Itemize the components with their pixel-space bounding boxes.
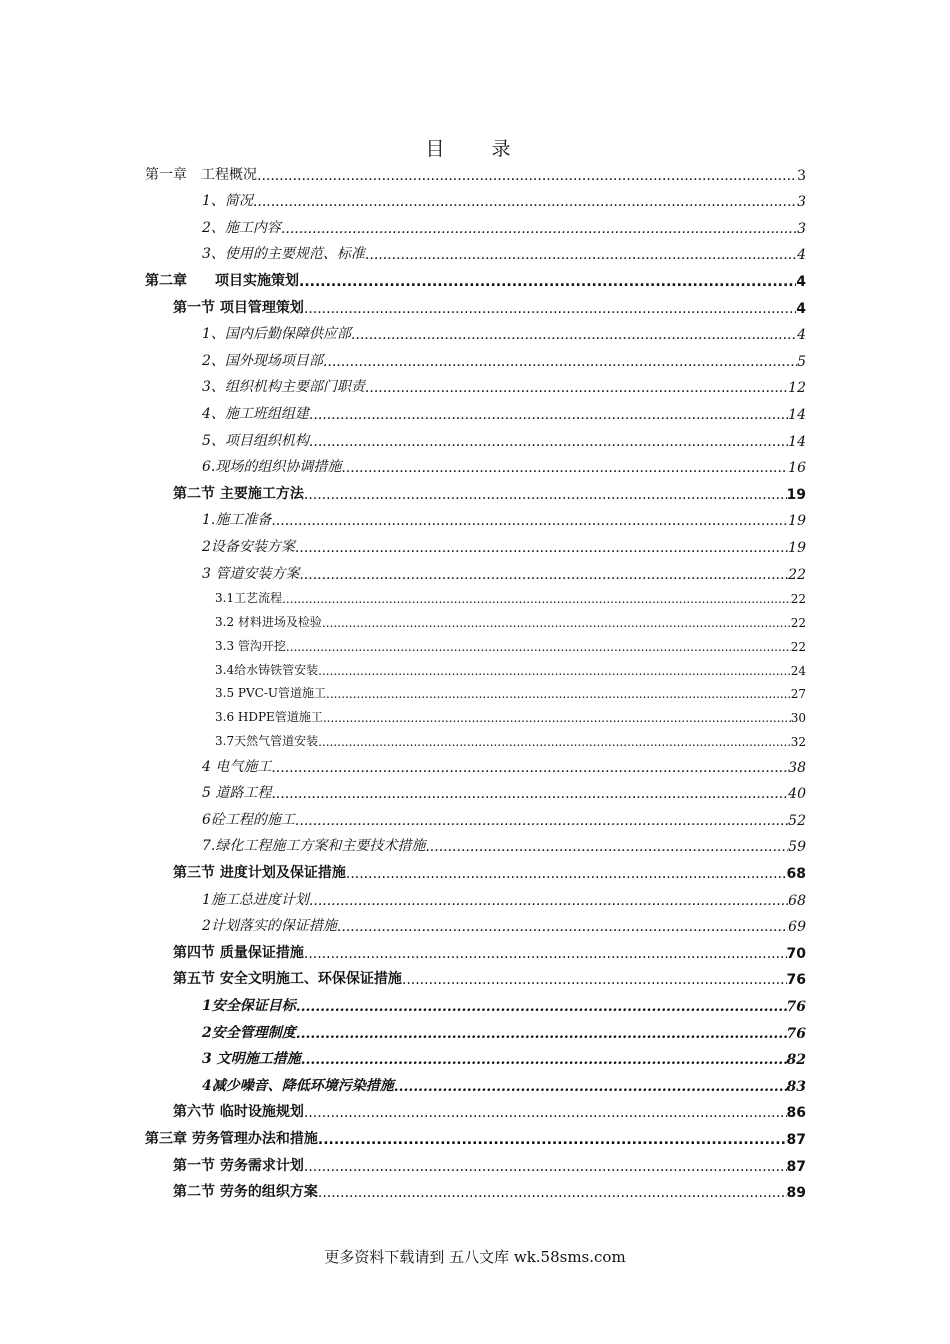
dot-leader xyxy=(351,327,797,343)
dot-leader xyxy=(304,946,787,962)
toc-entry[interactable] xyxy=(145,749,806,776)
dot-leader xyxy=(296,1026,787,1042)
toc-entry-label: 第五节 安全文明施工、环保保证措施 xyxy=(173,971,402,988)
toc-entry-page-number: 83 xyxy=(786,1078,806,1095)
toc-entry-page-number: 19 xyxy=(788,539,806,556)
dot-leader xyxy=(323,711,791,725)
toc-entry[interactable] xyxy=(145,776,806,803)
toc-entry-page-number: 40 xyxy=(788,786,806,803)
dot-leader xyxy=(271,760,788,776)
toc-entry-label: 3、使用的主要规范、标准 xyxy=(202,246,365,263)
toc-entry-page-number: 3 xyxy=(797,167,806,184)
dot-leader xyxy=(281,221,797,237)
dot-leader xyxy=(318,1185,787,1201)
dot-leader xyxy=(323,354,797,370)
toc-entry-page-number: 19 xyxy=(788,513,806,530)
toc-entry-page-number: 12 xyxy=(788,380,806,397)
toc-entry-label: 第二节 劳务的组织方案 xyxy=(173,1184,318,1201)
toc-entry[interactable] xyxy=(145,802,806,829)
toc-entry-label: 第四节 质量保证措施 xyxy=(173,944,304,961)
dot-leader xyxy=(304,487,787,503)
toc-entry-page-number: 22 xyxy=(790,639,806,654)
toc-entry-label: 5、项目组织机构 xyxy=(202,432,309,449)
toc-entry[interactable] xyxy=(145,317,806,344)
toc-entry-page-number: 16 xyxy=(788,460,806,477)
page-title: 目 录 xyxy=(425,138,525,160)
toc-entry-label: 3.2 材料进场及检验 xyxy=(215,615,322,630)
dot-leader xyxy=(253,194,797,210)
dot-leader xyxy=(295,813,788,829)
dot-leader xyxy=(318,664,791,678)
toc-entry-label: 第一节 项目管理策划 xyxy=(173,299,304,316)
toc-entry-label: 3、组织机构主要部门职责 xyxy=(202,379,365,396)
toc-entry-page-number: 22 xyxy=(790,592,806,607)
toc-entry[interactable] xyxy=(145,1121,806,1148)
toc-entry-page-number: 4 xyxy=(797,247,806,264)
toc-entry[interactable] xyxy=(145,630,806,654)
dot-leader xyxy=(304,1159,787,1175)
toc-entry-label: 第一章 工程概况 xyxy=(145,166,257,183)
toc-entry-label: 4、施工班组组建 xyxy=(202,405,309,422)
dot-leader xyxy=(309,434,788,450)
toc-entry-page-number: 3 xyxy=(797,194,806,211)
toc-entry-label: 3 管道安装方案 xyxy=(202,565,300,582)
dot-leader xyxy=(365,247,797,263)
toc-entry-page-number: 22 xyxy=(790,616,806,631)
dot-leader xyxy=(402,972,787,988)
toc-entry-label: 2、国外现场项目部 xyxy=(202,352,323,369)
toc-entry[interactable] xyxy=(145,184,806,211)
toc-entry-page-number: 4 xyxy=(796,300,806,317)
toc-entry-label: 4减少噪音、降低环境污染措施 xyxy=(202,1077,394,1094)
dot-leader xyxy=(346,866,787,882)
dot-leader xyxy=(271,786,788,802)
toc-entry[interactable] xyxy=(145,529,806,556)
toc-entry-page-number: 32 xyxy=(790,735,806,750)
toc-entry-page-number: 86 xyxy=(786,1105,806,1122)
toc-entry[interactable] xyxy=(145,1148,806,1175)
toc-entry-label: 2、施工内容 xyxy=(202,219,281,236)
toc-entry[interactable] xyxy=(145,290,806,317)
toc-entry-label: 第二章 项目实施策划 xyxy=(145,272,299,289)
toc-entry-label: 第三章 劳务管理办法和措施 xyxy=(145,1130,318,1147)
dot-leader xyxy=(299,567,788,583)
toc-entry-label: 1.施工准备 xyxy=(202,512,272,529)
toc-entry-label: 1、国内后勤保障供应部 xyxy=(202,326,351,343)
table-of-contents xyxy=(145,157,806,1201)
toc-entry[interactable] xyxy=(145,450,806,477)
toc-entry[interactable] xyxy=(145,210,806,237)
toc-entry[interactable] xyxy=(145,370,806,397)
toc-entry-page-number: 24 xyxy=(790,663,806,678)
toc-entry-label: 4 电气施工 xyxy=(202,758,272,775)
dot-leader xyxy=(301,1052,787,1068)
toc-entry-page-number: 4 xyxy=(797,327,806,344)
toc-entry-page-number: 68 xyxy=(786,866,806,883)
toc-entry-page-number: 4 xyxy=(796,273,806,290)
toc-entry-label: 2计划落实的保证措施 xyxy=(202,918,337,935)
toc-entry-label: 第二节 主要施工方法 xyxy=(173,485,304,502)
toc-entry-page-number: 52 xyxy=(788,812,806,829)
toc-entry-page-number: 69 xyxy=(788,919,806,936)
dot-leader xyxy=(394,1079,787,1095)
toc-entry[interactable] xyxy=(145,1042,806,1069)
toc-entry[interactable] xyxy=(145,237,806,264)
dot-leader xyxy=(318,1132,787,1148)
toc-entry-label: 2设备安装方案 xyxy=(202,538,295,555)
toc-entry[interactable] xyxy=(145,988,806,1015)
toc-entry[interactable] xyxy=(145,423,806,450)
toc-entry[interactable] xyxy=(145,157,806,184)
dot-leader xyxy=(365,380,788,396)
dot-leader xyxy=(299,274,796,290)
toc-entry[interactable] xyxy=(145,1015,806,1042)
toc-entry-page-number: 22 xyxy=(788,566,806,583)
toc-entry[interactable] xyxy=(145,556,806,583)
dot-leader xyxy=(271,513,788,529)
toc-entry-page-number: 82 xyxy=(786,1052,806,1069)
toc-entry-label: 3 文明施工措施 xyxy=(202,1051,301,1068)
toc-entry[interactable] xyxy=(145,935,806,962)
toc-entry-page-number: 14 xyxy=(788,433,806,450)
dot-leader xyxy=(304,1105,787,1121)
footer-text: 更多资料下载请到 五八文库 wk.58sms.com xyxy=(324,1248,626,1266)
toc-entry-page-number: 3 xyxy=(797,220,806,237)
toc-entry-page-number: 27 xyxy=(790,687,806,702)
toc-entry-label: 5 道路工程 xyxy=(202,785,272,802)
toc-entry-page-number: 76 xyxy=(786,972,806,989)
toc-entry-label: 3.6 HDPE管道施工 xyxy=(215,710,323,725)
toc-entry-page-number: 59 xyxy=(788,839,806,856)
toc-entry[interactable] xyxy=(145,1095,806,1122)
dot-leader xyxy=(318,735,791,749)
toc-entry-page-number: 68 xyxy=(788,892,806,909)
toc-entry-label: 1安全保证目标 xyxy=(202,998,296,1015)
toc-entry[interactable] xyxy=(145,583,806,607)
toc-entry-label: 3.4给水铸铁管安装 xyxy=(215,662,319,677)
toc-entry-page-number: 30 xyxy=(790,711,806,726)
dot-leader xyxy=(322,616,791,630)
toc-entry[interactable] xyxy=(145,882,806,909)
toc-entry[interactable] xyxy=(145,678,806,702)
toc-entry-label: 第一节 劳务需求计划 xyxy=(173,1157,304,1174)
toc-entry-page-number: 89 xyxy=(786,1185,806,1202)
toc-entry-page-number: 76 xyxy=(786,999,806,1016)
toc-entry[interactable] xyxy=(145,606,806,630)
toc-entry[interactable] xyxy=(145,962,806,989)
toc-entry[interactable] xyxy=(145,701,806,725)
toc-entry-label: 第三节 进度计划及保证措施 xyxy=(173,865,346,882)
toc-entry-page-number: 5 xyxy=(797,353,806,370)
toc-entry-label: 6砼工程的施工 xyxy=(202,811,295,828)
toc-entry-page-number: 14 xyxy=(788,406,806,423)
toc-entry[interactable] xyxy=(145,503,806,530)
toc-entry-label: 3.7天然气管道安装 xyxy=(215,734,319,749)
toc-entry[interactable] xyxy=(145,263,806,290)
toc-entry-label: 第六节 临时设施规划 xyxy=(173,1104,304,1121)
dot-leader xyxy=(309,893,788,909)
toc-entry-page-number: 87 xyxy=(786,1158,806,1175)
toc-entry-label: 2安全管理制度 xyxy=(202,1024,296,1041)
toc-entry[interactable] xyxy=(145,654,806,678)
toc-entry[interactable] xyxy=(145,343,806,370)
toc-entry-page-number: 76 xyxy=(786,1025,806,1042)
dot-leader xyxy=(304,301,796,317)
dot-leader xyxy=(326,687,791,701)
toc-entry[interactable] xyxy=(145,476,806,503)
toc-entry-label: 6.现场的组织协调措施 xyxy=(202,459,342,476)
toc-entry-label: 1、简况 xyxy=(202,193,253,210)
dot-leader xyxy=(425,839,788,855)
toc-entry[interactable] xyxy=(145,725,806,749)
dot-leader xyxy=(337,919,788,935)
dot-leader xyxy=(309,407,788,423)
toc-entry-page-number: 38 xyxy=(788,759,806,776)
dot-leader xyxy=(286,640,791,654)
toc-entry[interactable] xyxy=(145,855,806,882)
toc-entry-label: 1施工总进度计划 xyxy=(202,891,309,908)
toc-entry-label: 7.绿化工程施工方案和主要技术措施 xyxy=(202,838,426,855)
toc-entry[interactable] xyxy=(145,1175,806,1202)
toc-entry-page-number: 70 xyxy=(786,945,806,962)
toc-entry[interactable] xyxy=(145,396,806,423)
toc-entry[interactable] xyxy=(145,829,806,856)
toc-entry-label: 3.3 管沟开挖 xyxy=(215,638,286,653)
dot-leader xyxy=(341,460,788,476)
dot-leader xyxy=(257,168,797,184)
toc-entry-label: 3.5 PVC-U管道施工 xyxy=(215,686,326,701)
dot-leader xyxy=(296,999,787,1015)
toc-entry[interactable] xyxy=(145,909,806,936)
dot-leader xyxy=(282,592,791,606)
toc-entry[interactable] xyxy=(145,1068,806,1095)
dot-leader xyxy=(295,540,788,556)
toc-entry-label: 3.1工艺流程 xyxy=(215,591,283,606)
toc-entry-page-number: 87 xyxy=(786,1131,806,1148)
toc-entry-page-number: 19 xyxy=(786,486,806,503)
